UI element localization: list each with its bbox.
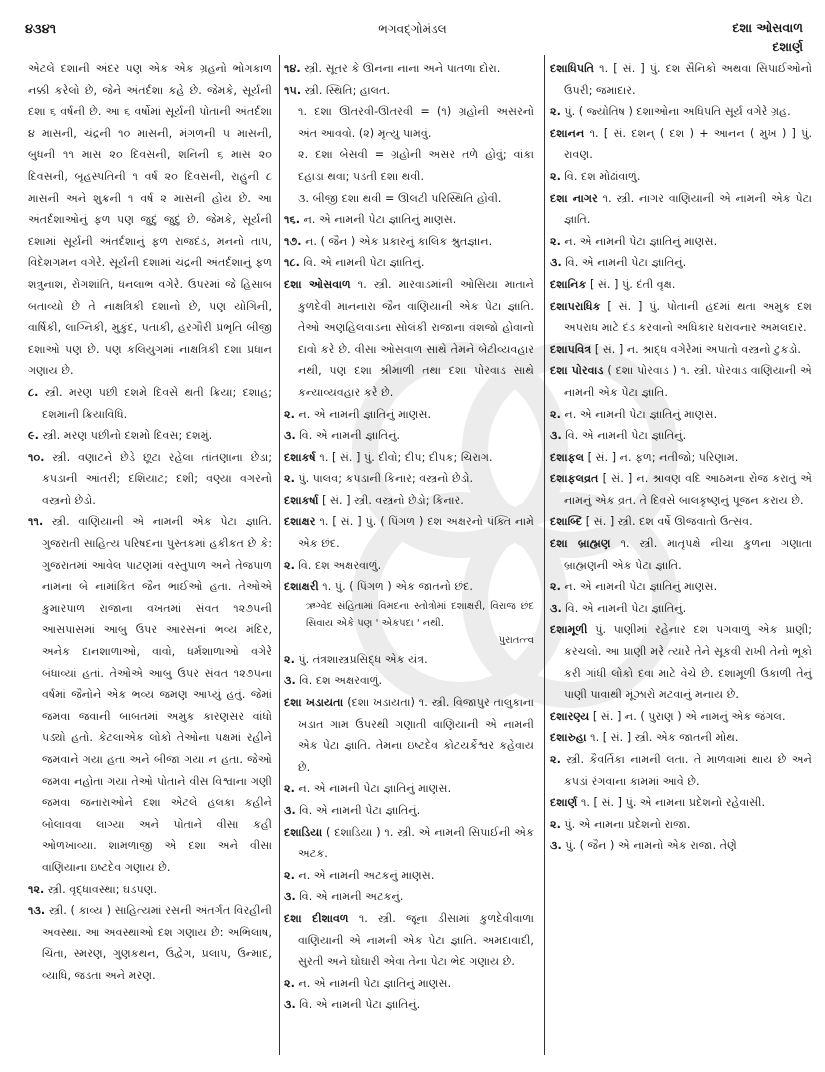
sense-number: ૧૩.: [28, 904, 46, 918]
headword: દશા દીશાવળ: [284, 911, 349, 925]
definition-text: ૧. [ સં. ] પું. ( પિંગળ ) દશ અક્ષરનો પંક્તિ નામે એક છંદ.: [298, 515, 535, 551]
sense-number: ૩.: [284, 998, 296, 1012]
sense-number: ૨.: [284, 558, 295, 572]
sense-item: [550, 814, 812, 836]
sense-number: ૨.: [550, 407, 561, 421]
sense-item: [28, 382, 272, 425]
headword: દશાકર્ષ: [284, 450, 316, 464]
definition-text: [ સં. ] ન. ( પુરાણ ) એ નામનું એક જંગલ.: [592, 709, 786, 723]
dictionary-entry: [550, 296, 812, 339]
headword: દશાનિક: [550, 277, 587, 291]
definition-text: (દશા ખડાયતા) ૧. સ્ત્રી. વિજાપુર તાલુકાના ખડાત ગામ ઉપરથી ગણાતી વાણિયાની એ નામની એક પેટા જ્ઞાતિ. તેમના ઇષ્ટદેવ કોટયર્કેશ્વર કહેવાય છે.: [298, 696, 535, 774]
definition-text: ૧. સ્ત્રી. માતૃપક્ષે નીચા કુળના ગણાતા બ્રાહ્મણની એક પેટા જ્ઞાતિ.: [564, 537, 812, 572]
dictionary-entry: [550, 511, 812, 533]
dictionary-entry: [284, 447, 534, 469]
definition-text: [ સં. ] સ્ત્રી. દશ વર્ષે ઊજવાતો ઉત્સવ.: [585, 515, 753, 529]
headword: દશાબ્દિ: [550, 515, 583, 529]
dictionary-entry: [284, 822, 534, 865]
sense-item: [284, 252, 534, 274]
dictionary-entry: [550, 792, 812, 814]
entry-continuation: [28, 58, 272, 382]
sense-number: ૨.: [550, 580, 561, 594]
sense-text: પું. એ નામના પ્રદેશનો રાજા.: [564, 817, 691, 831]
definition-text: ૧. [ સં. ] પું. દીવો; દીપ; દીપક; ચિરાગ.: [319, 450, 493, 464]
dictionary-entry: [550, 58, 812, 101]
definition-text: ( દશાડિયા ) ૧. સ્ત્રી. એ નામની સિપાઈની એક અટક.: [298, 825, 534, 861]
sense-text: વિ. એ નામની પેટા જ્ઞાતિનું.: [565, 429, 687, 443]
guide-word-first: દશા ઓસવાળ: [732, 20, 803, 35]
sense-text: પું. ( જૈન ) એ નામનો એક રાજા. તેણે: [565, 839, 737, 853]
sense-item: [284, 886, 534, 908]
sense-item: [550, 166, 812, 188]
sense-number: ૩.: [284, 674, 296, 688]
definition-text: [ સં. ] સ્ત્રી. વસ્ત્રનો છેડો; કિનાર.: [322, 493, 464, 507]
idiom-item: [284, 188, 534, 210]
headword: દશા પોરવાડ: [550, 364, 604, 378]
sense-number: ૨.: [550, 234, 561, 248]
definition-text: [ સં. ] ન. શ્રાવણ વદિ આઠમના રોજ કરાતું એ નામનું એક વ્રત. તે દિવસે બાલકૃષ્ણનું પૂજન કરાય છે.: [564, 472, 813, 507]
headword: દશા ખડાયતા: [284, 696, 344, 710]
headword: દશાધિપતિ: [550, 62, 595, 75]
sense-text: ન. ( જૈન ) એક પ્રકારનું કાલિક શ્રુતજ્ઞાન.: [305, 234, 493, 248]
sense-item: [28, 447, 272, 512]
sense-item: [284, 800, 534, 822]
definition-text: ૧. [ સં. ] સ્ત્રી. એક જાતની મોથ.: [590, 731, 739, 745]
sense-item: [284, 865, 534, 887]
dictionary-entry: [550, 274, 812, 296]
definition-text: પું. પાણીમાં રહેનાર દશ પગવાળું એક પ્રાણી; કરચલો. આ પ્રાણી મરે ત્યારે તેને સૂકવી રાખી તેનો ભૂકો કરી ગાંધી લોકો દવા માટે વેચે છે. દશામૂળી ઉકાળી તેનું પાણી પાવાથી મૂંઝારો મટવાનું મનાય છે.: [564, 623, 812, 702]
sense-text: વિ. દશ અક્ષરવાળું.: [298, 558, 382, 572]
sense-text: સ્ત્રી. વૃદ્ધાવસ્થા; ઘડપણ.: [47, 882, 158, 896]
sense-item: [284, 670, 534, 692]
idiom-text: ૧. દશા ઊતરવી-ઊતરવી = (૧) ગ્રહોની અસરનો અંત આવવો. (૨) મૃત્યુ પામવું.: [298, 105, 534, 140]
sense-text: વિ. એ નામની પેટા જ્ઞાતિનું.: [303, 256, 425, 270]
headword: દશાડિયા: [284, 825, 323, 839]
dictionary-entry: [284, 490, 534, 512]
sense-number: ૨.: [284, 407, 295, 421]
guide-word-last: દશાર્ણ: [772, 39, 803, 54]
sense-text: વિ. એ નામની અટકનું.: [299, 890, 404, 904]
sense-item: [284, 231, 534, 253]
headword: દશાફલ: [550, 450, 585, 464]
definition-text: ૧. સ્ત્રી. મારવાડમાંની ઓસિયા માતાને કુળદેવી માનનારા જૈન વાણિયાની એક પેટા જ્ઞાતિ. તેઓ અણહિલવાડના સોલંકી રાજાના વંશજો હોવાનો દાવો કરે છે. વીસા ઓસવાળ સાથે તેમને બેટીવ્યવહાર નથી, પણ દશા શ્રીમાળી તથા દશા પોરવાડ સાથે કન્યાવ્યવહાર કરે છે.: [298, 277, 534, 399]
guide-words: [732, 18, 803, 56]
sense-item: [28, 879, 272, 901]
sense-number: ૩.: [284, 890, 296, 904]
sense-number: ૨.: [550, 753, 561, 766]
dictionary-entry: [284, 908, 534, 973]
citation-quote: [284, 598, 534, 649]
dictionary-entry: [550, 468, 812, 511]
dictionary-entry: [550, 619, 812, 705]
sense-number: ૨.: [284, 472, 295, 486]
dictionary-entry: [550, 339, 812, 361]
headword: દશાફલવ્રત: [550, 472, 599, 486]
sense-text: વિ. એ નામની પેટા જ્ઞાતિનું.: [299, 804, 421, 817]
headword: દશાનન: [550, 126, 585, 140]
sense-text: સ્ત્રી. વાણિયાની એ નામની એક પેટા જ્ઞાતિ. ગુજરાતી સાહિત્ય પરિષદના પુસ્તકમાં હકીકત છે કે: ગુજરાતમાં આવેલ પાટણમાં વસ્તુપાળ અને તેજપાળ નામના બે નામાંકિત જૈન ભાઈઓ હતા. તેઓએ કુમારપાળ રાજાના વખતમાં સંવત ૧૨૭૫ની આસપાસમાં આબુ ઉપર આરસનાં ભવ્ય મંદિર, અનેક દાનશાળાઓ, વાવો, ધર્મશાળાઓ વગેરે બંધાવ્યાં હતાં. તેઓએ આબુ ઉપર સંવત ૧૨૭૫ના વર્ષમાં જૈનોને એક ભવ્ય જમણ આપ્યું હતું. જેમાં જમવા જવાની બાબતમાં અમુક કારણસર વાંધો પડ્યો હતો. કેટલાએક લોકો તેઓના પક્ષમાં રહીને જમવાને ગયા હતા અને બીજા ગયા ન હતા. જેઓ જમવા નહોતા ગયા તેઓ પોતાને વીસ વિશ્વાના ગણી જમવા જનારાઓને દશા એટલે હલકા કહીને બોલાવવા લાગ્યા અને પોતાને વીસા કહી ઓળખાવ્યા. શામળાજી એ દશા અને વીસા વાણિયાના ઇષ્ટદેવ ગણાય છે.: [42, 515, 272, 874]
sense-text: સ્ત્રી. મરણ પછી દશમે દિવસે થતી ક્રિયા; દશાહ; દશમાની ક્રિયાવિધિ.: [42, 385, 273, 421]
quote-text: ઋગ્વેદ સંહિતામાં વિમદના સ્તોત્રોમાં દશાક્ષરી, વિરાજ છંદ સિવાય એકે પણ ' એકપદા ' નથી.: [306, 600, 534, 629]
dictionary-entry: [550, 706, 812, 728]
entry-text: એટલે દશાની અંદર પણ એક એક ગ્રહનો ભોગકાળ નક્કી કરેલો છે, જેને અંતર્દશા કહે છે. જેમકે, સૂર્યની દશા ૬ વર્ષની છે. આ ૬ વર્ષોમાં સૂર્યની પોતાની અંતર્દશા ૪ માસની, ચંદ્રની ૧૦ માસની, મંગળની ૫ માસની, બુધની ૧૧ માસ ૨૦ દિવસની, શનિની ૬ માસ ૨૦ દિવસની, બૃહસ્પતિની ૧ વર્ષ ૨૦ દિવસની, રાહુની ૮ માસની અને શુક્રની ૧ વર્ષ ૨ માસની હોય છે. આ અંતર્દશાઓનું ફળ પણ જુદું જુદું છે. જેમકે, સૂર્યની દશામાં સૂર્યની અંતર્દશાનું ફળ રાજદંડ, મનનો તાપ, વિદેશગમન વગેરે. સૂર્યની દશામાં ચંદ્રની અંતર્દશાનું ફળ શત્રુનાશ, રોગશાંતિ, ધનલાભ વગેરે. ઉપરમાં જે હિસાબ બતાવ્યો છે તે નાક્ષત્રિકી દશાનો છે, પણ યોગિની, વાર્ષિકી, લાગ્નિકી, મુકુંદ, પતાકી, હરગૌરી પ્રભૃતિ બીજી દશાઓ પણ છે. પણ કલિયુગમાં નાક્ષત્રિકી દશા પ્રધાન ગણાય છે.: [28, 62, 272, 378]
sense-text: પું. પાલવ; કપડાની કિનાર; વસ્ત્રનો છેડો.: [298, 472, 474, 486]
sense-number: ૨.: [284, 976, 295, 990]
dictionary-entry: [284, 274, 534, 404]
dictionary-entry: [284, 511, 534, 554]
sense-text: ન. એ નામની પેટા જ્ઞાતિનું માણસ.: [564, 580, 718, 594]
sense-item: [28, 425, 272, 447]
book-title: ભગવદ્ગોમંડલ: [378, 22, 447, 36]
sense-text: સ્ત્રી. કૈવર્તિકા નામની લતા. તે માળવામાં થાય છે અને કપડાં રંગવાના કામમાં આવે છે.: [564, 753, 813, 788]
definition-text: ૧. સ્ત્રી. જૂના ડીસામાં કુળદેવીવાળા વાણિયાની એ નામની એક પેટા જ્ઞાતિ. અમદાવાદી, સુરતી અને ઘોઘારી એવા તેના પેટા ભેદ ગણાય છે.: [298, 911, 534, 969]
headword: દશારુહા: [550, 731, 587, 745]
sense-text: સ્ત્રી. સ્થિતિ; હાલત.: [304, 83, 391, 97]
column-3: [550, 58, 812, 857]
sense-text: ન. એ નામની અટકનું માણસ.: [298, 868, 435, 882]
sense-item: [550, 598, 812, 620]
definition-text: ૧. [ સં. ] પું. એ નામના પ્રદેશનો રહેવાસી.: [580, 796, 765, 810]
sense-number: ૨.: [284, 652, 295, 666]
headword: દશાક્ષરી: [284, 580, 319, 594]
definition-text: [ સં. ] પું. દંતી વૃક્ષ.: [589, 277, 676, 291]
headword: દશારણ્ય: [550, 709, 590, 723]
sense-text: વિ. દશ મોઢાંવાળું.: [564, 169, 641, 183]
sense-item: [284, 209, 534, 231]
sense-item: [284, 994, 534, 1016]
sense-number: ૧૧.: [28, 515, 44, 529]
sense-item: [284, 58, 534, 80]
definition-text: ૧. [ સં. ] પું. દશ સૈનિકો અથવા સિપાઈઓનો ઉપરી; જમાદાર.: [564, 62, 812, 97]
sense-number: ૯.: [28, 429, 39, 443]
sense-number: ૧૫.: [284, 83, 302, 97]
sense-item: [550, 425, 812, 447]
dictionary-entry: [284, 692, 534, 778]
sense-item: [550, 576, 812, 598]
sense-item: [550, 835, 812, 857]
definition-text: ૧. [ સં. દશન્ ( દશ ) + આનન ( મુખ ) ] પું. રાવણ.: [564, 126, 812, 162]
sense-item: [284, 973, 534, 995]
sense-number: ૧૬.: [284, 213, 300, 227]
headword: દશાપરાધિક: [550, 299, 601, 313]
sense-text: સ્ત્રી. મરણ પછીનો દશમો દિવસ; દશમું.: [42, 429, 213, 443]
definition-text: ૧. સ્ત્રી. નાગર વાણિયાની એ નામની એક પેટા જ્ઞાતિ.: [564, 191, 813, 227]
sense-number: ૨.: [550, 169, 561, 183]
idiom-item: [284, 144, 534, 187]
sense-number: ૩.: [284, 804, 296, 817]
definition-text: ૧. પું. ( પિંગળ ) એક જાતનો છંદ.: [322, 580, 473, 594]
sense-item: [284, 649, 534, 671]
headword: દશા નાગર: [550, 191, 598, 205]
sense-item: [284, 778, 534, 800]
sense-number: ૧૪.: [284, 62, 301, 75]
headword: દશાપવિત્ર: [550, 342, 592, 356]
page-number: ૪૩૪૧: [25, 22, 57, 37]
sense-text: ન. એ નામની પેટા જ્ઞાતિનું માણસ.: [303, 213, 457, 227]
idiom-text: ૩. બીજી દશા થવી = ઊલટી પરિસ્થિતિ હોવી.: [298, 191, 502, 205]
sense-text: વિ. દશ અક્ષરવાળું.: [299, 674, 383, 688]
sense-text: ન. એ નામની પેટા જ્ઞાતિનું માણસ.: [564, 234, 718, 248]
sense-text: પું. ( જ્યોતિષ ) દશાઓના અધિપતિ સૂર્ય વગેરે ગ્રહ.: [564, 105, 791, 119]
dictionary-entry: [550, 727, 812, 749]
definition-text: [ સં. ] ન. શ્રાદ્ધ વગેરેમાં અપાતો વસ્ત્રનો ટુકડો.: [594, 342, 801, 356]
idiom-item: [284, 101, 534, 144]
sense-text: વિ. એ નામની પેટા જ્ઞાતિનું.: [299, 998, 421, 1012]
sense-item: [284, 555, 534, 577]
sense-text: ન. એ નામની પેટા જ્ઞાતિનું માણસ.: [298, 782, 452, 796]
sense-number: ૩.: [550, 256, 562, 270]
headword: દશાકર્ષા: [284, 493, 319, 507]
sense-number: ૨.: [284, 868, 295, 882]
sense-item: [28, 511, 272, 878]
sense-text: પું. તંત્રશાસ્ત્રપ્રસિદ્ધ એક યંત્ર.: [298, 652, 428, 666]
sense-text: સ્ત્રી. સૂતર કે ઊનના નાના અને પાતળા દોરા.: [304, 62, 501, 75]
column-1: [28, 58, 272, 987]
sense-item: [550, 404, 812, 426]
column-2: [284, 58, 534, 1016]
sense-number: ૨.: [550, 105, 561, 119]
definition-text: [ સં. ] પું. પોતાની હદમાં થતા અમુક દશ અપરાધ માટે દંડ કરવાનો અધિકાર ધરાવનાર અમલદાર.: [564, 299, 813, 335]
sense-item: [284, 468, 534, 490]
sense-number: ૩.: [550, 429, 562, 443]
column-divider: [279, 55, 280, 1055]
sense-number: ૧૨.: [28, 882, 45, 896]
sense-number: ૧૦.: [28, 450, 45, 464]
sense-item: [284, 425, 534, 447]
sense-item: [550, 749, 812, 792]
sense-text: ન. એ નામની પેટા જ્ઞાતિનું માણસ.: [298, 976, 452, 990]
sense-item: [284, 80, 534, 102]
sense-number: ૮.: [28, 385, 39, 399]
headword: દશાક્ષર: [284, 515, 316, 529]
sense-text: સ્ત્રી. ( કાવ્ય ) સાહિત્યમાં રસની અંતર્ગત વિરહીની અવસ્થા. આ અવસ્થાઓ દશ ગણાય છે: અભિલાષ, ચિંતા, સ્મરણ, ગુણકથન, ઉદ્વેગ, પ્રલાપ, ઉન્માદ, વ્યાધિ, જડતા અને મરણ.: [42, 904, 272, 982]
headword: દશામૂળી: [550, 623, 588, 637]
idiom-text: ૨. દશા બેસવી = ગ્રહોની અસર તળે હોવું; વાંકા દહાડા થવા; પડતી દશા થવી.: [298, 148, 534, 183]
headword: દશાર્ણ: [550, 796, 578, 810]
sense-item: [550, 252, 812, 274]
headword: દશા ઓસવાળ: [284, 277, 351, 291]
sense-item: [284, 404, 534, 426]
dictionary-entry: [550, 533, 812, 576]
sense-item: [28, 900, 272, 986]
sense-number: ૩.: [284, 429, 296, 443]
sense-item: [550, 101, 812, 123]
dictionary-entry: [284, 576, 534, 598]
sense-text: વિ. એ નામની પેટા જ્ઞાતિનું.: [565, 601, 687, 615]
column-divider: [544, 55, 545, 1055]
sense-number: ૧૮.: [284, 256, 300, 270]
sense-text: ન. એ નામની પેટા જ્ઞાતિનું માણસ.: [564, 407, 718, 421]
sense-number: ૩.: [550, 839, 562, 853]
sense-number: ૨.: [284, 782, 295, 796]
sense-number: ૨.: [550, 817, 561, 831]
definition-text: ( દશા પોરવાડ ) ૧. સ્ત્રી. પોરવાડ વાણિયાની એ નામની એક પેટા જ્ઞાતિ.: [564, 364, 812, 399]
headword: દશા બ્રાહ્મણ: [550, 537, 611, 551]
dictionary-entry: [550, 447, 812, 469]
dictionary-entry: [550, 188, 812, 231]
dictionary-entry: [550, 360, 812, 403]
sense-text: સ્ત્રી. વણાટને છેડે છૂટા રહેલા તાંતણાના છેડા; કપડાની આંતરી; દશિયાટ; દશી; વણ્યા વગરનો વસ્ત્રનો છેડો.: [42, 450, 273, 507]
sense-text: વિ. એ નામની પેટા જ્ઞાતિનું.: [565, 256, 687, 270]
definition-text: [ સં. ] ન. ફળ; નતીજો; પરિણામ.: [587, 450, 739, 464]
quote-source: પુરાતત્ત્વ: [498, 634, 534, 646]
sense-text: વિ. એ નામની જ્ઞાતિનું.: [299, 429, 401, 443]
dictionary-entry: [550, 123, 812, 166]
sense-item: [550, 231, 812, 253]
sense-text: ન. એ નામની જ્ઞાતિનું માણસ.: [298, 407, 432, 421]
sense-number: ૩.: [550, 601, 562, 615]
sense-number: ૧૭.: [284, 234, 302, 248]
